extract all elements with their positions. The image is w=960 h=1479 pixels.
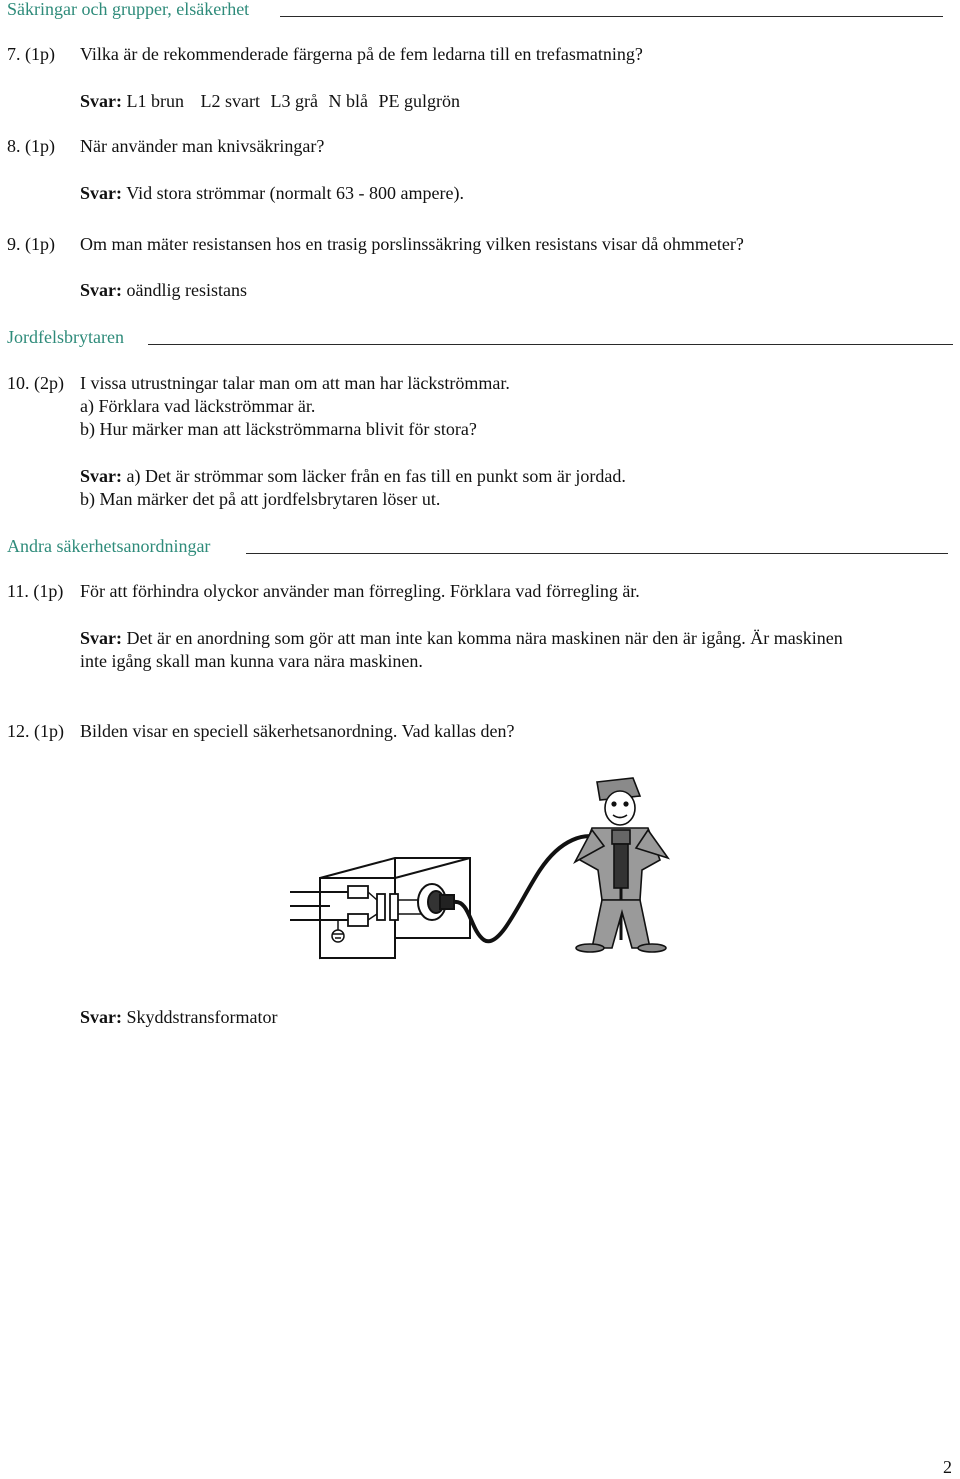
answer-12-text: Skyddstransformator	[126, 1007, 278, 1027]
question-11-text: För att förhindra olyckor använder man förregling. Förklara vad förregling är.	[80, 581, 640, 601]
answer-12	[80, 1006, 277, 1029]
page-number: 2	[943, 1457, 952, 1477]
answer-7-item: L3 grå	[270, 91, 318, 111]
question-9-number: 9. (1p)	[7, 234, 55, 254]
question-7-text: Vilka är de rekommenderade färgerna på de fem ledarna till en trefasmatning?	[80, 44, 643, 64]
svar-label: Svar:	[80, 1007, 122, 1027]
svar-label: Svar:	[80, 91, 122, 111]
answer-7-item: L1 brun	[126, 91, 184, 111]
answer-10-b: b) Man märker det på att jordfelsbrytaren löser ut.	[80, 489, 441, 509]
section-heading-jordfelsbrytaren: Jordfelsbrytaren	[7, 327, 124, 347]
svar-label: Svar:	[80, 466, 122, 486]
answer-7-item: N blå	[328, 91, 368, 111]
question-10-sub-a: a) Förklara vad läckströmmar är.	[80, 396, 316, 416]
question-12-text: Bilden visar en speciell säkerhetsanordning. Vad kallas den?	[80, 721, 515, 741]
question-8-text: När använder man knivsäkringar?	[80, 136, 325, 156]
svar-label: Svar:	[80, 628, 122, 648]
answer-10-a-text: a) Det är strömmar som läcker från en fas till en punkt som är jordad.	[126, 466, 626, 486]
question-10-text: I vissa utrustningar talar man om att man har läckströmmar.	[80, 373, 510, 393]
question-11-number: 11. (1p)	[7, 581, 64, 601]
question-9-text: Om man mäter resistansen hos en trasig porslinssäkring vilken resistans visar då ohmmeter?	[80, 234, 744, 254]
answer-11-line2: inte igång skall man kunna vara nära maskinen.	[80, 651, 423, 671]
question-10-sub-b: b) Hur märker man att läckströmmarna blivit för stora?	[80, 419, 477, 439]
answer-7-item: PE gulgrön	[378, 91, 460, 111]
question-7-number: 7. (1p)	[7, 44, 55, 64]
question-8-number: 8. (1p)	[7, 136, 55, 156]
answer-11-text: Det är en anordning som gör att man inte kan komma nära maskinen när den är igång. Är maskinen	[126, 628, 843, 648]
question-12-number: 12. (1p)	[7, 721, 64, 741]
section-heading-andra: Andra säkerhetsanordningar	[7, 536, 211, 556]
answer-8-text: Vid stora strömmar (normalt 63 - 800 ampere).	[126, 183, 465, 203]
svar-label: Svar:	[80, 280, 122, 300]
section-heading-sakringar: Säkringar och grupper, elsäkerhet	[7, 0, 250, 19]
svar-label: Svar:	[80, 183, 122, 203]
question-10-number: 10. (2p)	[7, 373, 64, 393]
answer-7-item: L2 svart	[200, 91, 260, 111]
answer-9-text: oändlig resistans	[126, 280, 247, 300]
worker-figure	[575, 778, 668, 952]
